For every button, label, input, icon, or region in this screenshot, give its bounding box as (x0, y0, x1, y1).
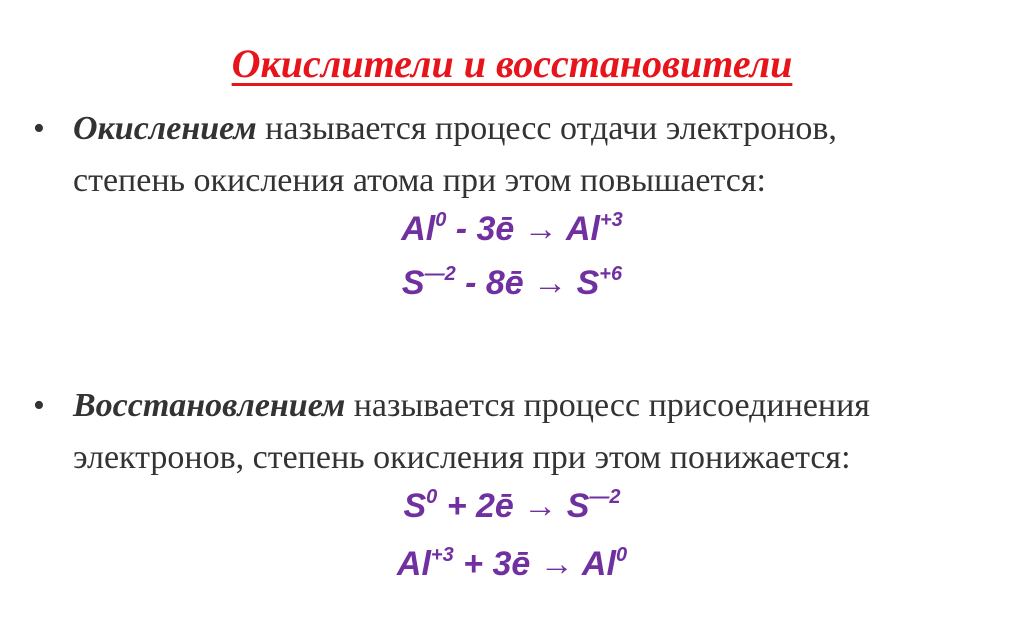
formula-s-reduction (0, 482, 1024, 530)
term-reduction: Восстановлением (73, 387, 346, 424)
definition-line2: степень окисления атома при этом повышается: (73, 162, 766, 199)
slide-title (0, 38, 1024, 90)
formula-lhs: S (403, 487, 427, 525)
bullet-text (73, 380, 1024, 484)
formula-lhs: Al (401, 210, 436, 248)
bullet-marker: • (33, 387, 45, 424)
formula-al-reduction (0, 540, 1024, 588)
formula-mid: + 2ē → S (437, 487, 590, 525)
definition-line1: называется процесс присоединения (345, 387, 870, 424)
formula-lhs-sup: 0 (435, 209, 447, 231)
term-oxidation: Окислением (73, 110, 257, 147)
formula-al-oxidation (0, 205, 1024, 253)
bullet-marker: • (33, 110, 45, 147)
slide-title-text: Окислители и восстановители (231, 41, 793, 86)
formula-mid: - 3ē → Al (446, 210, 600, 248)
formula-lhs: Al (396, 545, 431, 583)
formula-mid: + 3ē → Al (453, 545, 616, 583)
formula-rhs-sup: +3 (599, 209, 623, 231)
formula-rhs-sup: —2 (589, 486, 621, 508)
formula-lhs-sup: 0 (426, 486, 438, 508)
formula-s-oxidation (0, 259, 1024, 307)
formula-rhs-sup: 0 (615, 544, 628, 566)
formula-lhs-sup: +3 (430, 544, 454, 566)
bullet-text (73, 103, 1024, 207)
formula-lhs-sup: —2 (424, 263, 456, 285)
definition-line2: электронов, степень окисления при этом понижается: (73, 439, 851, 476)
formula-lhs: S (401, 264, 425, 302)
definition-line1: называется процесс отдачи электронов, (256, 110, 837, 147)
formula-rhs-sup: +6 (599, 263, 623, 285)
formula-mid: - 8ē → S (455, 264, 600, 302)
